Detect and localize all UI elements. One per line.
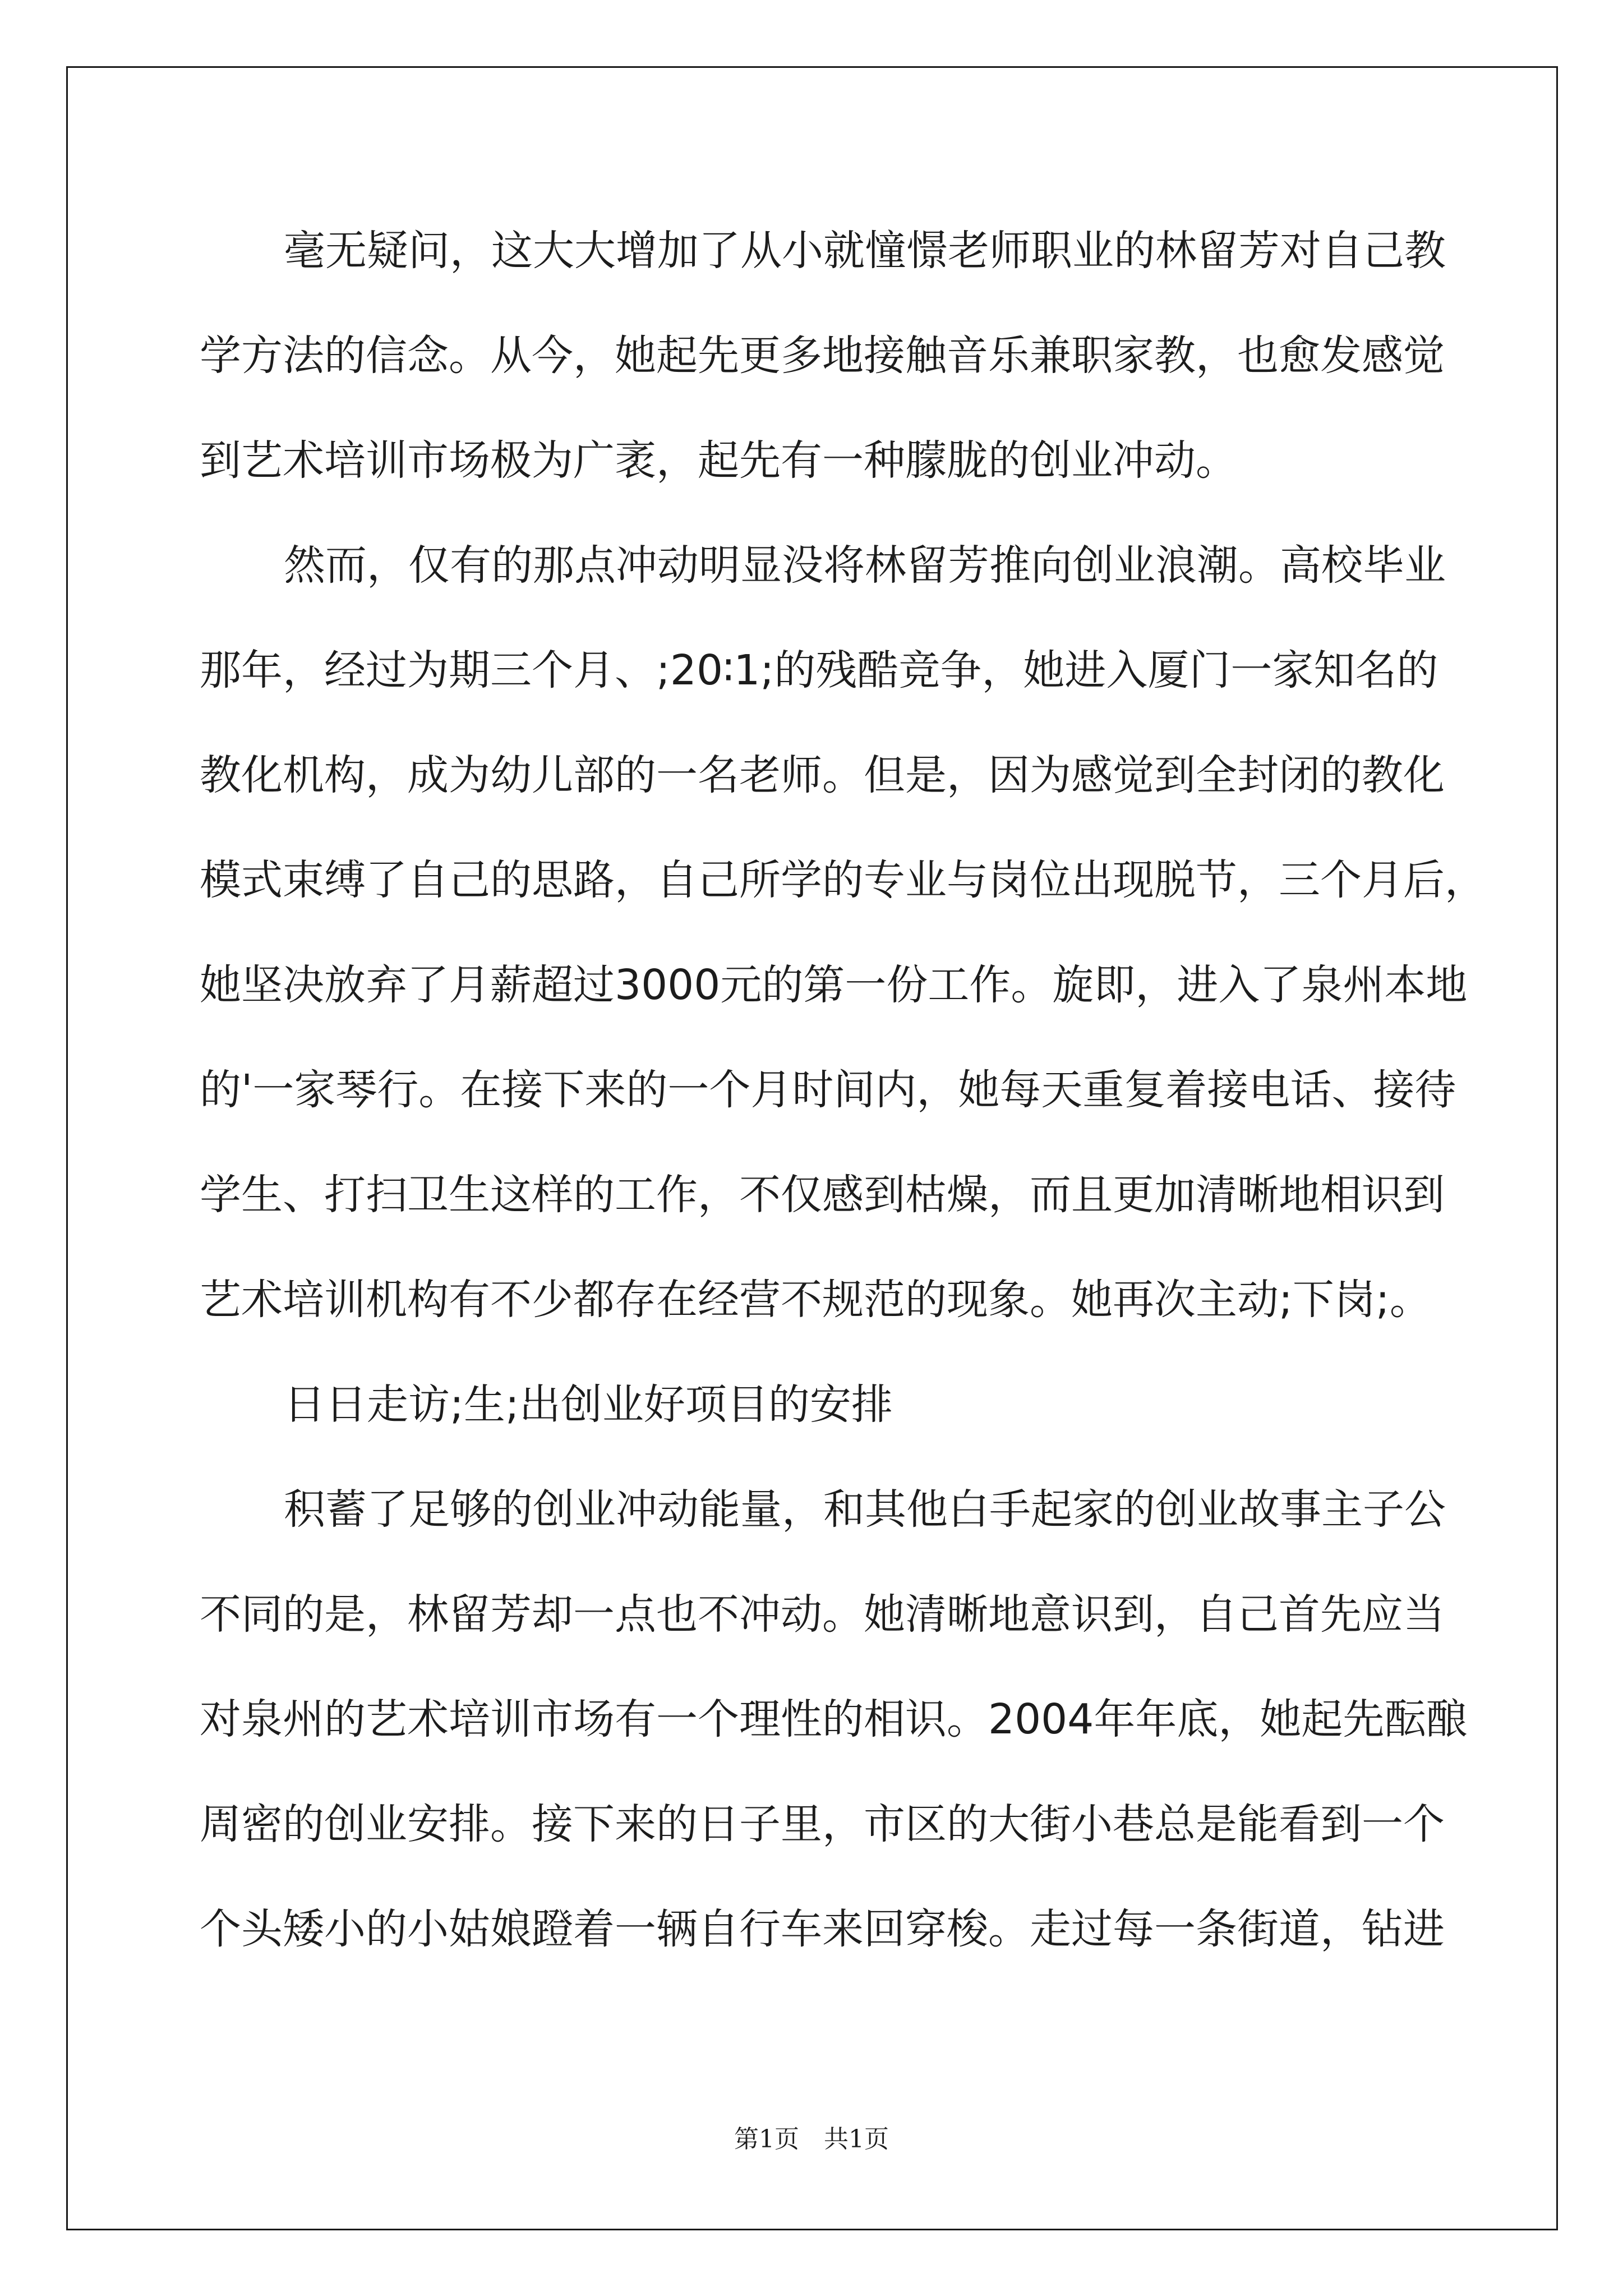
paragraph-2-line: 模式束缚了自己的思路，自己所学的专业与岗位出现脱节，三个月后， bbox=[200, 856, 1486, 904]
paragraph-2-line: 教化机构，成为幼儿部的一名老师。但是，因为感觉到全封闭的教化 bbox=[200, 751, 1445, 799]
paragraph-1-line: 毫无疑问，这大大增加了从小就憧憬老师职业的林留芳对自己教 bbox=[284, 227, 1446, 275]
paragraph-4-line: 积蓄了足够的创业冲动能量，和其他白手起家的创业故事主子公 bbox=[284, 1485, 1446, 1534]
paragraph-2-line: 她坚决放弃了月薪超过3000元的第一份工作。旋即，进入了泉州本地 bbox=[200, 961, 1468, 1009]
paragraph-1-line: 学方法的信念。从今，她起先更多地接触音乐兼职家教，也愈发感觉 bbox=[200, 332, 1445, 380]
paragraph-2-line: 的'一家琴行。在接下来的一个月时间内，她每天重复着接电话、接待 bbox=[200, 1066, 1456, 1114]
paragraph-2-line: 学生、打扫卫生这样的工作，不仅感到枯燥，而且更加清晰地相识到 bbox=[200, 1171, 1445, 1219]
paragraph-4-line: 不同的是，林留芳却一点也不冲动。她清晰地意识到，自己首先应当 bbox=[200, 1590, 1445, 1639]
section-heading: 日日走访;生;出创业好项目的安排 bbox=[284, 1381, 893, 1429]
paragraph-1-line: 到艺术培训市场极为广袤，起先有一种朦胧的创业冲动。 bbox=[200, 436, 1237, 485]
paragraph-2-line: 艺术培训机构有不少都存在经营不规范的现象。她再次主动;下岗;。 bbox=[200, 1276, 1431, 1324]
paragraph-4-line: 个头矮小的小姑娘蹬着一辆自行车来回穿梭。走过每一条街道，钻进 bbox=[200, 1905, 1445, 1953]
paragraph-4-line: 周密的创业安排。接下来的日子里，市区的大街小巷总是能看到一个 bbox=[200, 1800, 1445, 1848]
paragraph-2-line: 然而，仅有的那点冲动明显没将林留芳推向创业浪潮。高校毕业 bbox=[284, 541, 1446, 590]
page-footer: 第1页 共1页 bbox=[734, 2125, 889, 2154]
paragraph-2-line: 那年，经过为期三个月、;20∶1;的残酷竞争，她进入厦门一家知名的 bbox=[200, 646, 1438, 694]
paragraph-4-line: 对泉州的艺术培训市场有一个理性的相识。2004年年底，她起先酝酿 bbox=[200, 1695, 1468, 1743]
